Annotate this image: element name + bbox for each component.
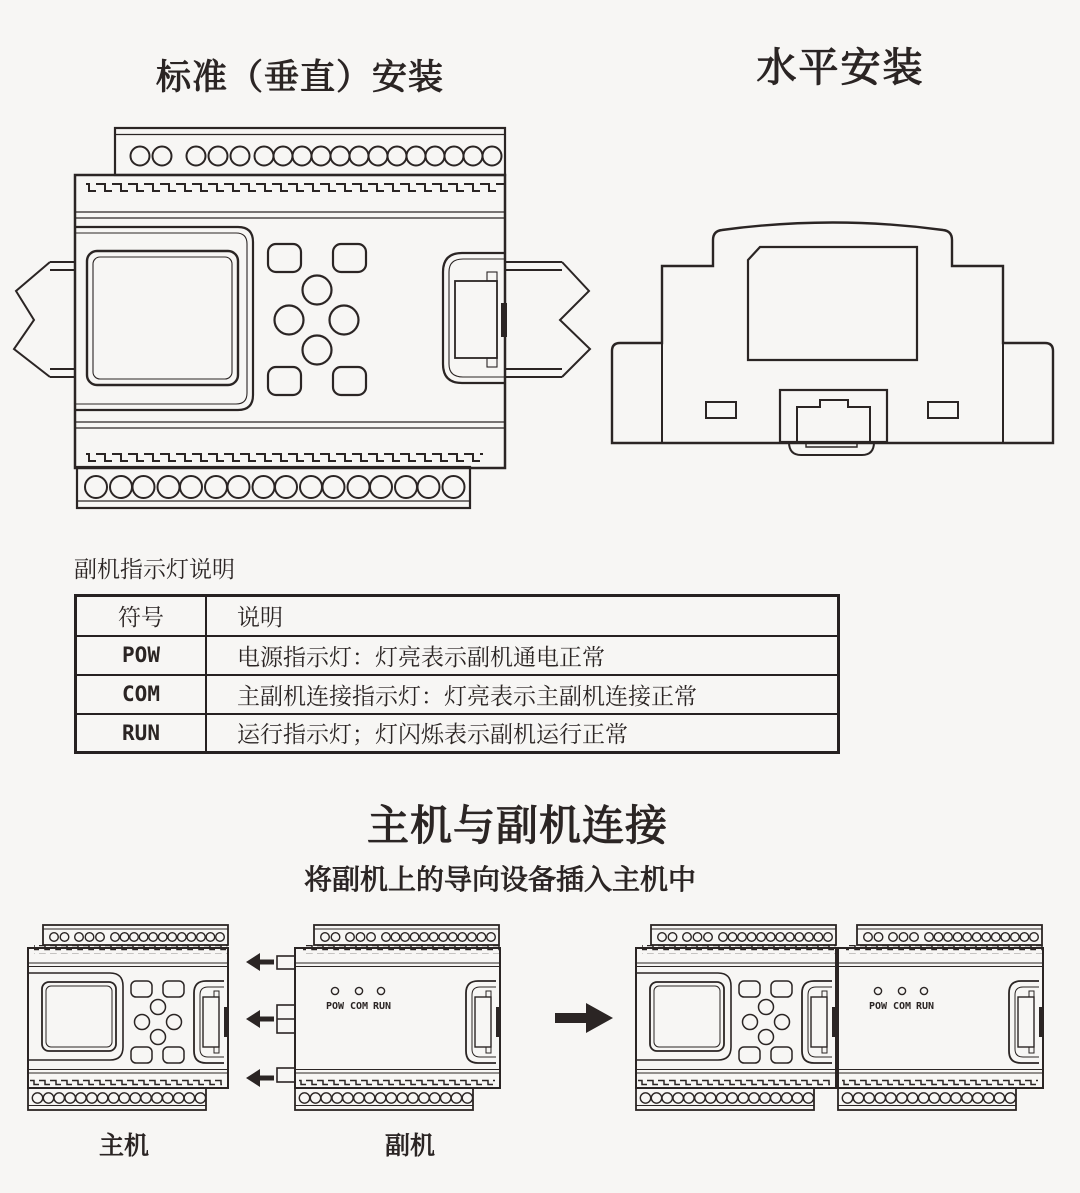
slave-label: 副机: [384, 1133, 435, 1160]
connection-subtitle: 将副机上的导向设备插入主机中: [303, 864, 696, 895]
diagram-canvas: POW COM RUN: [0, 0, 1080, 1193]
device-front-body: [75, 175, 507, 468]
table-row: [76, 675, 839, 714]
symbol-cell: POW: [76, 636, 207, 675]
horizontal-install-diagram: [612, 223, 1053, 456]
din-rail-right: [505, 262, 590, 377]
symbol-cell: COM: [76, 675, 207, 714]
description-cell: 主副机连接指示灯：灯亮表示主副机连接正常: [206, 675, 839, 714]
expansion-connector: [443, 253, 507, 383]
standalone-master: [28, 925, 229, 1110]
description-cell: 运行指示灯；灯闪烁表示副机运行正常: [206, 714, 839, 753]
connection-title: 主机与副机连接: [366, 802, 668, 849]
description-cell: 电源指示灯：灯亮表示副机通电正常: [206, 636, 839, 675]
insert-arrows: [246, 953, 274, 1087]
indicator-table-caption: 副机指示灯说明: [74, 556, 235, 582]
combined-assembly: [636, 925, 1044, 1110]
table-row: [76, 714, 839, 753]
keypad: [268, 244, 366, 395]
header-description: 说明: [206, 596, 839, 636]
vertical-install-title: 标准（垂直）安装: [155, 58, 444, 97]
master-label: 主机: [98, 1133, 149, 1160]
guide-tabs: [277, 956, 295, 1082]
bottom-terminal-strip: [77, 467, 470, 508]
indicator-table: [74, 594, 840, 754]
horizontal-install-title: 水平安装: [756, 45, 925, 90]
screen: [87, 251, 238, 385]
din-rail-left: [14, 262, 75, 377]
vertical-install-diagram: [14, 128, 590, 508]
table-row: [76, 636, 839, 675]
standalone-slave: [295, 925, 501, 1110]
side-label-panel: [748, 247, 917, 360]
table-header-row: [76, 596, 839, 636]
din-rail-clip: [780, 390, 887, 455]
merge-arrow: [555, 1003, 613, 1033]
connection-diagram: [28, 925, 1044, 1110]
symbol-cell: RUN: [76, 714, 207, 753]
header-symbol: 符号: [76, 596, 207, 636]
top-terminal-strip: [115, 128, 505, 175]
